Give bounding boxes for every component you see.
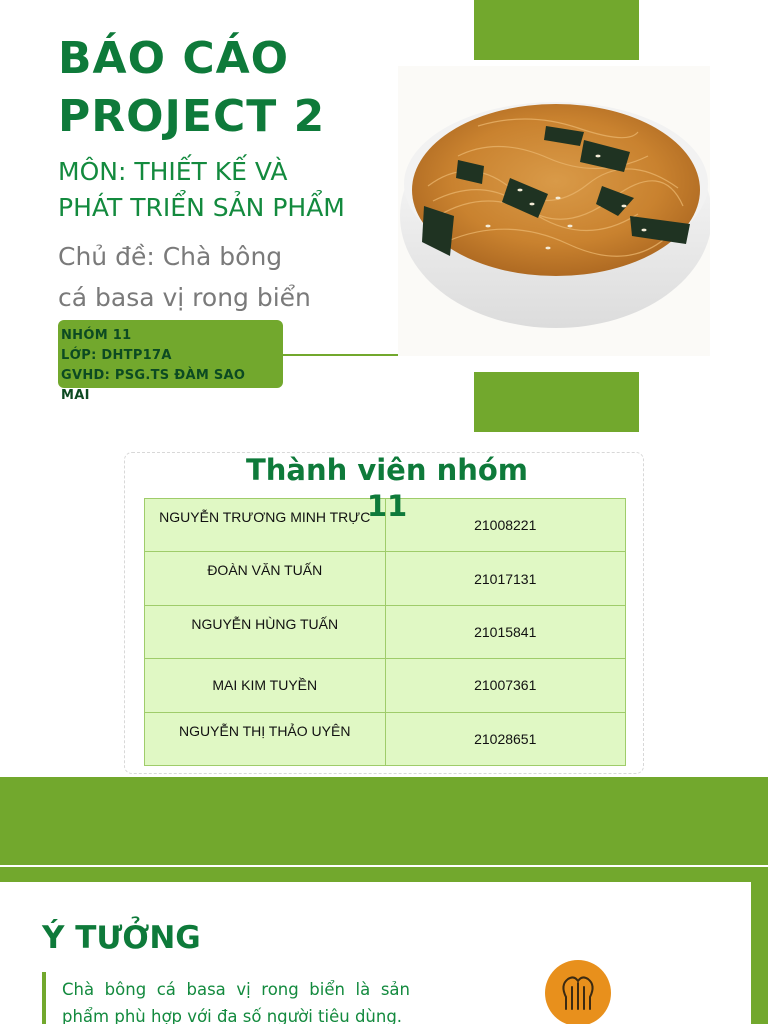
member-id: 21008221 [385,499,626,552]
members-title: Thành viên nhóm 11 [245,453,529,523]
member-name: ĐOÀN VĂN TUẤN [145,552,386,605]
bowl-illustration [398,66,710,356]
topic-line-2: cá basa vị rong biển [58,283,311,312]
member-id: 21017131 [385,552,626,605]
member-name: MAI KIM TUYỀN [145,659,386,712]
table-row [145,659,626,712]
topic-heading [58,236,378,318]
title-line-1: BÁO CÁO [58,33,290,84]
table-row [145,552,626,605]
green-band-top [0,777,768,865]
idea-text: Chà bông cá basa vị rong biển là sản phẩm phù hợp với đa số người tiêu dùng. [62,980,410,1024]
table-row [145,605,626,658]
member-id: 21015841 [385,605,626,658]
connector-line [283,354,400,356]
member-id: 21007361 [385,659,626,712]
topic-line-1: Chủ đề: Chà bông [58,242,283,271]
subject-line-2: PHÁT TRIỂN SẢN PHẨM [58,193,345,222]
pork-floss-bowl-photo [398,66,710,356]
subject-line-1: MÔN: THIẾT KẾ VÀ [58,157,288,186]
member-name: NGUYỄN HÙNG TUẤN [145,605,386,658]
member-name: NGUYỄN THỊ THẢO UYÊN [145,712,386,765]
advisor-name: GVHD: PSG.TS ĐÀM SAO MAI [61,368,246,403]
subject-heading [58,154,388,226]
idea-accent-bar [42,972,46,1024]
title-line-2: PROJECT 2 [58,91,326,142]
table-row [145,712,626,765]
member-id: 21028651 [385,712,626,765]
mid-green-block [474,372,639,432]
members-table [144,498,626,766]
report-title [58,30,398,146]
top-green-block [474,0,639,60]
group-name: NHÓM 11 [61,328,132,343]
class-name: LỚP: DHTP17A [61,348,172,363]
lightbulb-icon [544,957,612,1024]
idea-title: Ý TƯỞNG [42,920,201,956]
member-name: NGUYỄN TRƯƠNG MINH TRỰC [145,499,386,552]
group-info-text [61,326,271,406]
